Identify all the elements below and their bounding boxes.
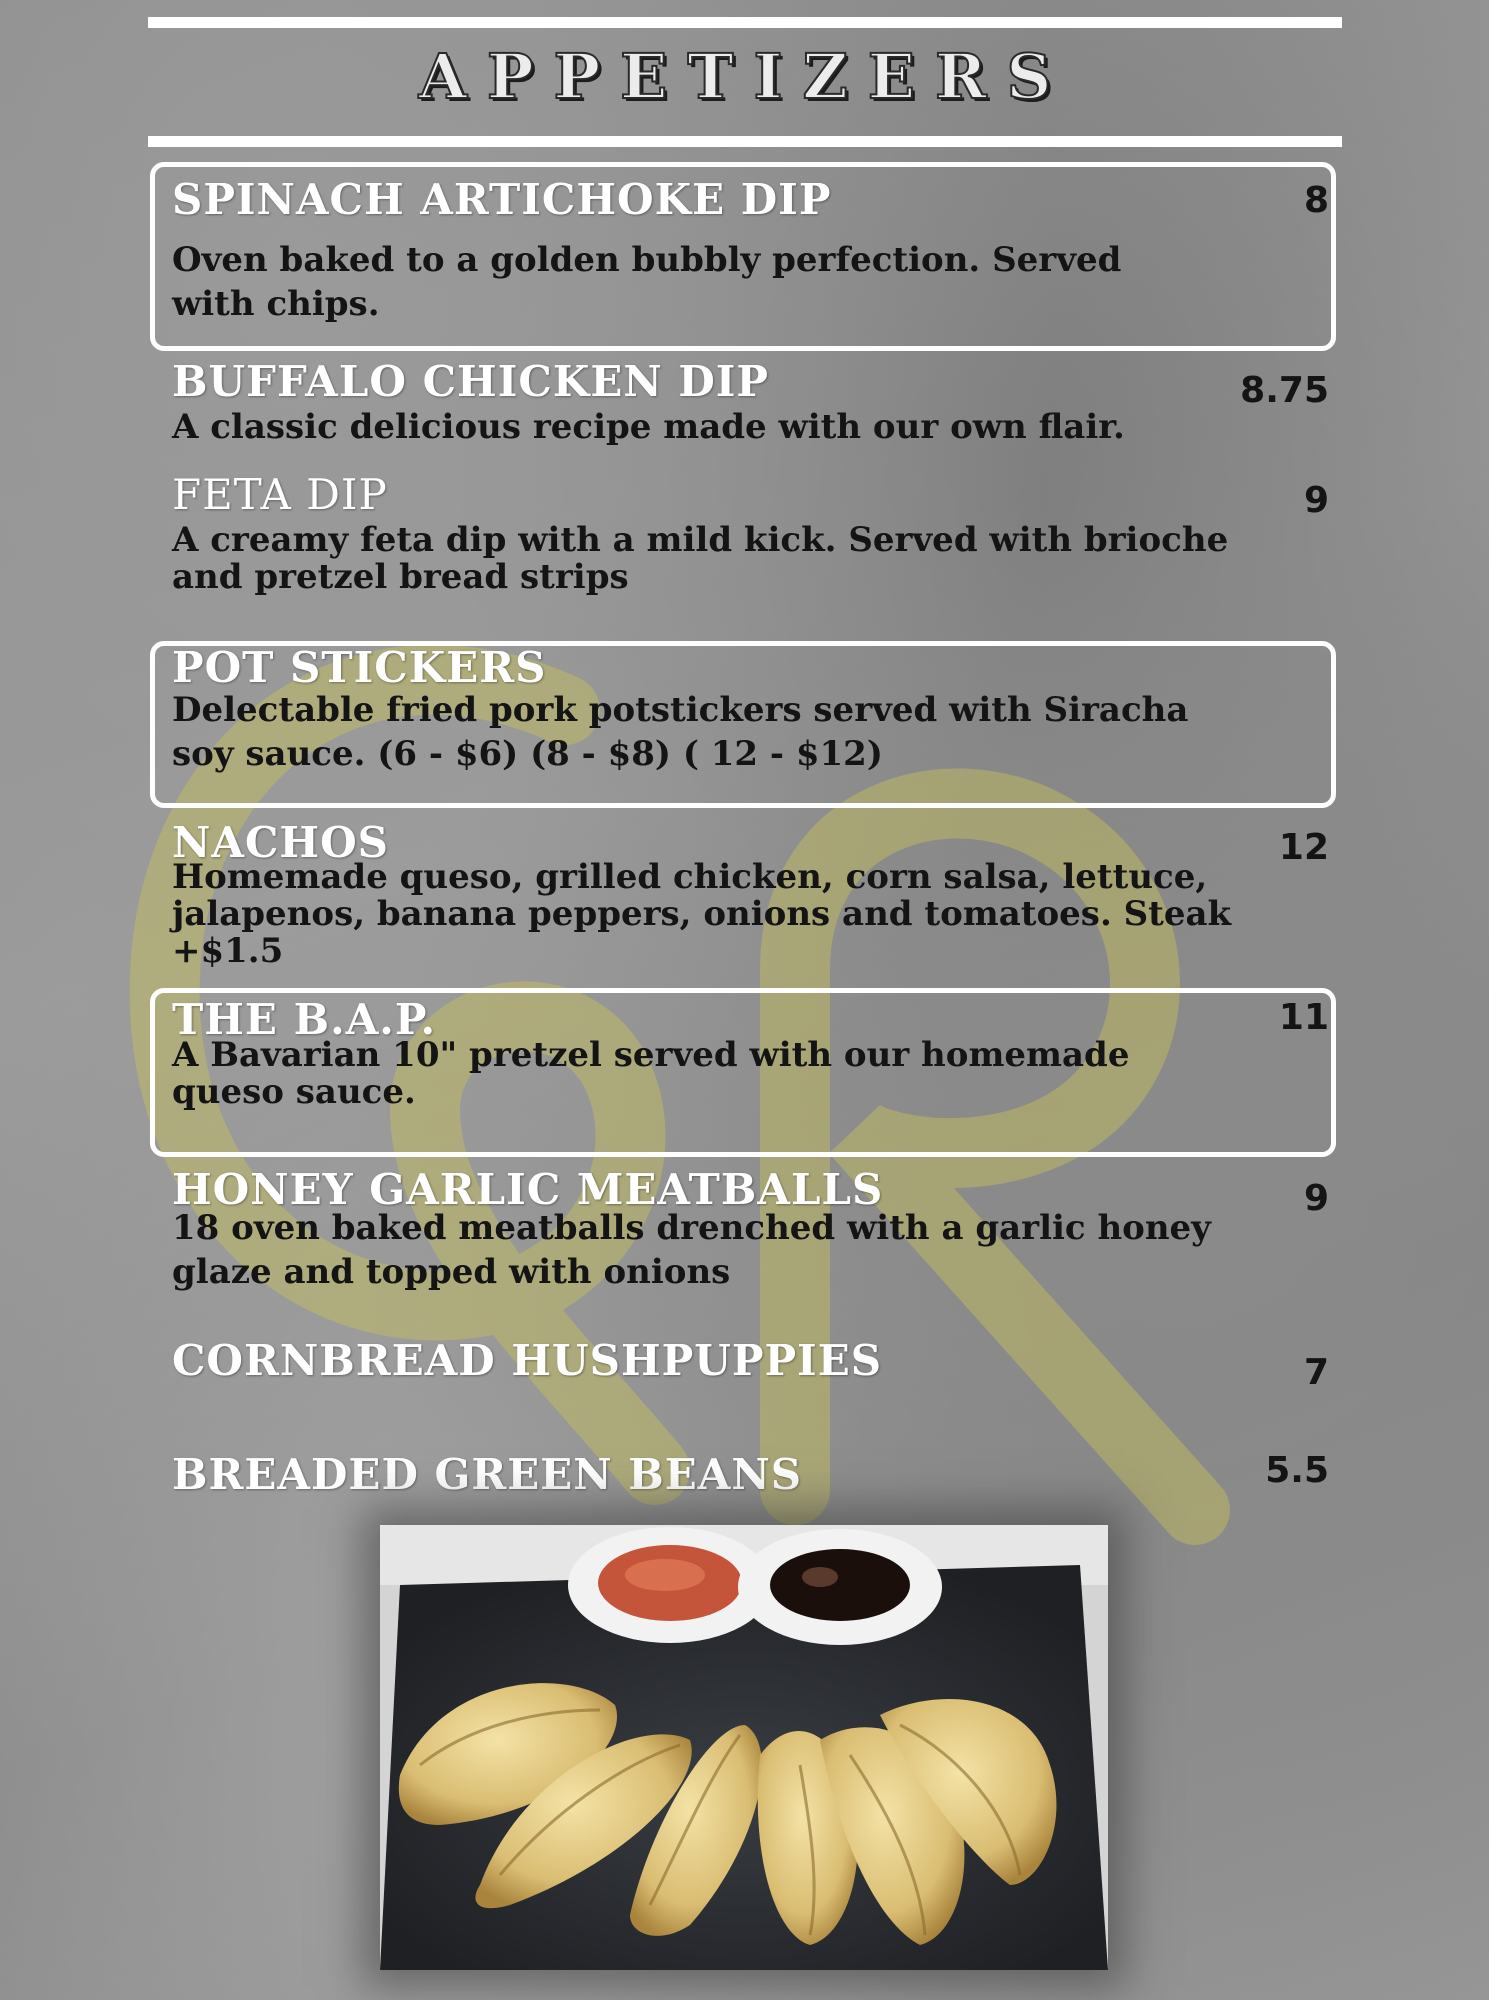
item-price-feta-dip: 9 [1303,480,1329,521]
item-desc-honey-garlic-meatballs: 18 oven baked meatballs drenched with a garlic honey glaze and topped with onions [172,1208,1211,1292]
item-price-breaded-green-beans: 5.5 [1265,1450,1329,1491]
pot-stickers-photo [380,1525,1108,1970]
item-price-cornbread-hushpuppies: 7 [1303,1352,1329,1393]
item-name-buffalo-chicken-dip: BUFFALO CHICKEN DIP [172,357,769,406]
item-price-nachos: 12 [1278,827,1329,868]
item-name-feta-dip: FETA DIP [172,470,388,519]
item-name-cornbread-hushpuppies: CORNBREAD HUSHPUPPIES [172,1336,883,1385]
top-rule [148,17,1342,28]
item-desc-the-bap: A Bavarian 10" pretzel served with our homemade queso sauce. [172,1035,1130,1112]
item-name-breaded-green-beans: BREADED GREEN BEANS [172,1450,803,1499]
item-name-honey-garlic-meatballs: HONEY GARLIC MEATBALLS [172,1165,884,1214]
item-name-nachos: NACHOS [172,818,390,867]
item-name-pot-stickers: POT STICKERS [172,643,547,692]
item-desc-spinach-artichoke-dip: Oven baked to a golden bubbly perfection. Served with chips. [172,240,1122,324]
item-price-the-bap: 11 [1278,997,1329,1038]
item-price-honey-garlic-meatballs: 9 [1303,1178,1329,1219]
item-name-the-bap: THE B.A.P. [172,995,437,1044]
title-bottom-rule [148,136,1342,147]
item-price-buffalo-chicken-dip: 8.75 [1240,370,1329,411]
item-desc-pot-stickers: Delectable fried pork potstickers served with Siracha soy sauce. (6 - $6) (8 - $8) ( 12 - $12) [172,690,1189,774]
item-desc-feta-dip: A creamy feta dip with a mild kick. Served with brioche and pretzel bread strips [172,520,1229,597]
item-desc-nachos: Homemade queso, grilled chicken, corn salsa, lettuce, jalapenos, banana peppers, onions and tomatoes. Steak +$1.5 [172,857,1232,971]
menu-title: APPETIZERS [418,40,1072,113]
item-name-spinach-artichoke-dip: SPINACH ARTICHOKE DIP [172,175,832,224]
item-price-spinach-artichoke-dip: 8 [1303,180,1329,221]
pot-stickers-illustration [380,1525,1108,1970]
item-desc-buffalo-chicken-dip: A classic delicious recipe made with our own flair. [172,407,1125,447]
